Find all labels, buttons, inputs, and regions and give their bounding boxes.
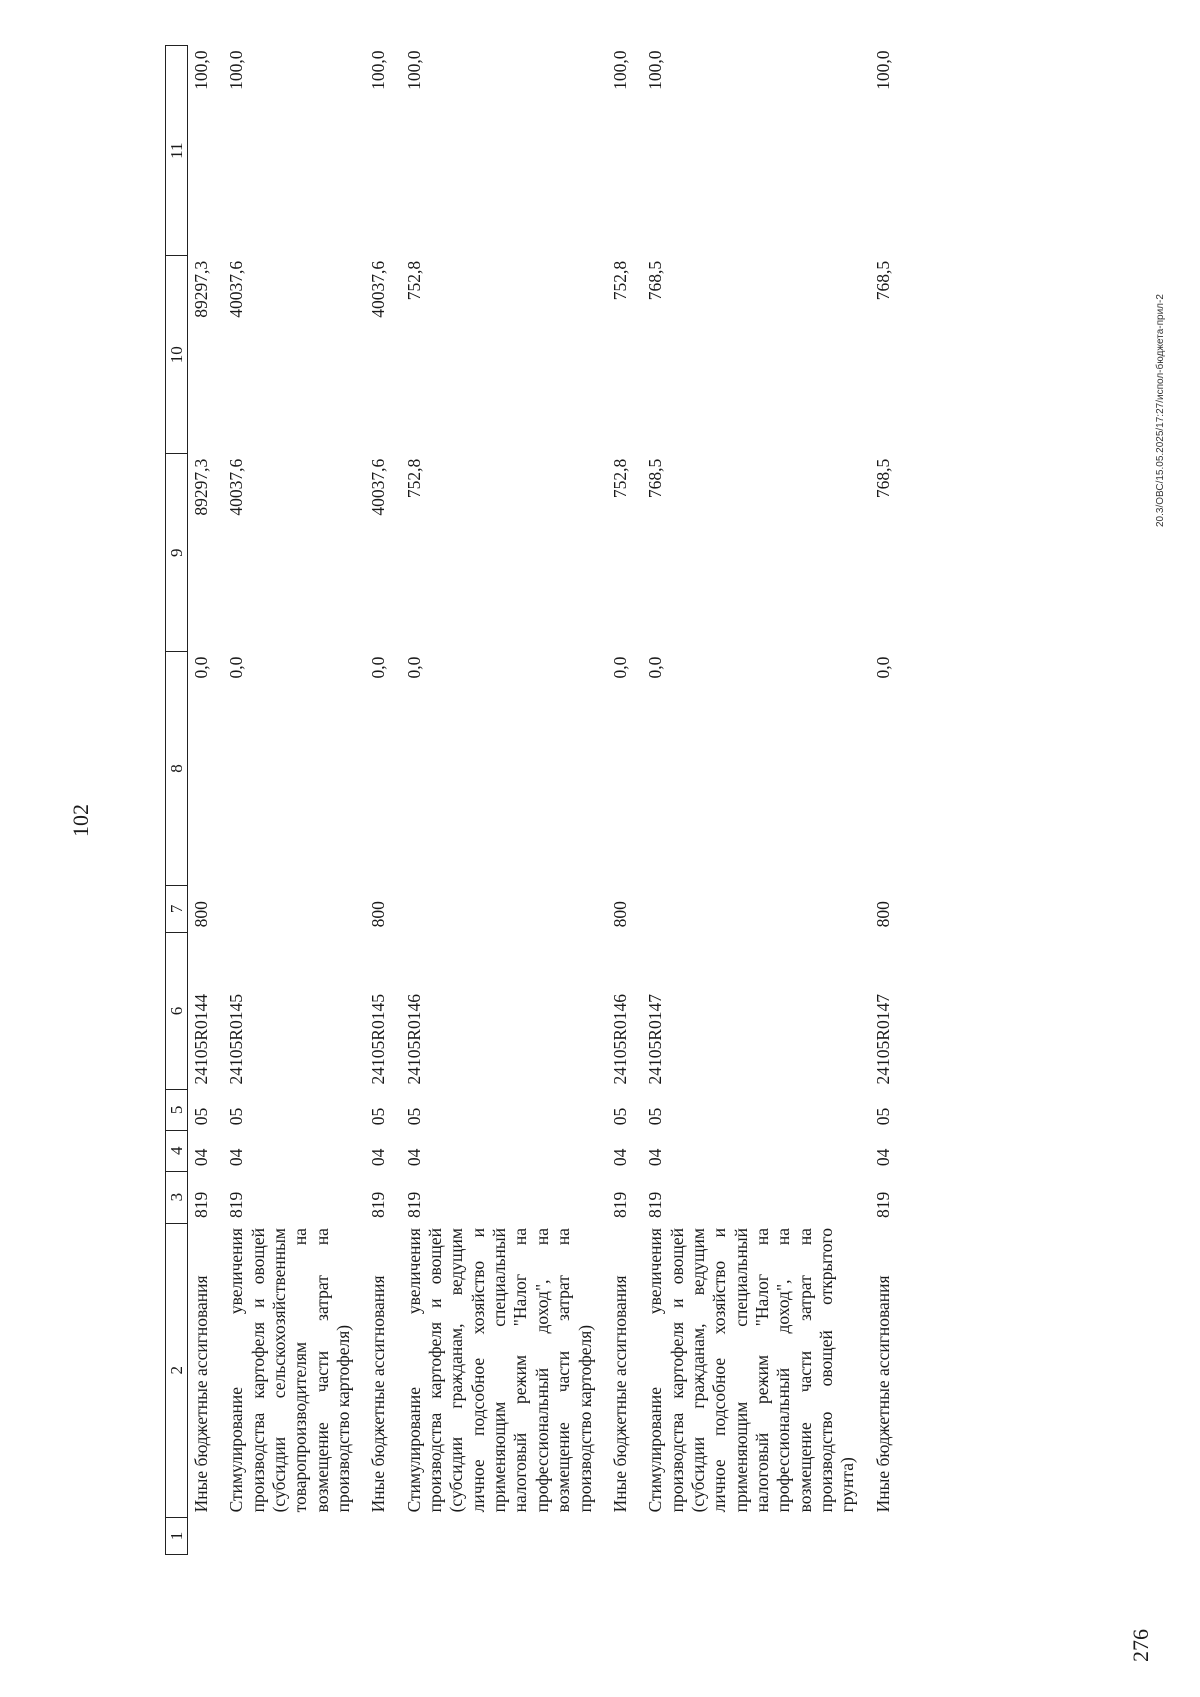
cell-col9: 768,5 [872, 458, 893, 499]
cell-col8: 0,0 [645, 656, 666, 679]
row-description: Иные бюджетные ассигнования [368, 1275, 389, 1513]
cell-col8: 0,0 [403, 656, 424, 679]
cell-gr: 819 [609, 1191, 630, 1219]
cell-csr: 24105R0147 [872, 994, 893, 1085]
header-row [166, 46, 188, 1555]
cell-csr: 24105R0145 [226, 994, 247, 1085]
cell-col8: 0,0 [368, 656, 389, 679]
cell-col10: 768,5 [872, 260, 893, 301]
cell-vr: 800 [368, 901, 389, 928]
row-description: Иные бюджетные ассигнования [872, 1275, 893, 1513]
cell-col10: 752,8 [403, 260, 424, 301]
cell-pr: 05 [226, 1107, 247, 1126]
cell-gr: 819 [226, 1191, 247, 1219]
col-header: 6 [166, 932, 188, 1089]
cell-col10: 752,8 [609, 260, 630, 301]
row-description: Стимулирование увеличения производства картофеля и овощей (субсидии гражданам, ведущим личное подсобное хозяйство и применяющим специальный налоговый режим "Налог на профессиональный доход", на возмещение части затрат на производство картофеля) [403, 1228, 595, 1513]
cell-col11: 100,0 [403, 50, 424, 90]
cell-vr: 800 [872, 901, 893, 928]
cell-col9: 752,8 [403, 458, 424, 499]
cell-gr: 819 [191, 1191, 211, 1219]
cell-csr: 24105R0146 [609, 994, 630, 1085]
cell-vr [642, 885, 861, 932]
cell-pr: 05 [403, 1107, 424, 1126]
cell-rz: 04 [872, 1148, 893, 1167]
sheet-number: 276 [1128, 1629, 1153, 1662]
cell-rz: 04 [645, 1148, 666, 1167]
cell-col10: 89297,3 [191, 260, 211, 318]
col-header: 4 [166, 1130, 188, 1171]
cell-col9: 768,5 [645, 458, 666, 499]
col-header: 10 [166, 256, 188, 454]
cell-rz: 04 [403, 1148, 424, 1167]
cell-vr [223, 885, 357, 932]
cell-col9: 752,8 [609, 458, 630, 499]
page-number: 102 [68, 804, 93, 837]
cell-pr: 05 [645, 1107, 666, 1126]
cell-col8: 0,0 [872, 656, 893, 679]
cell-rz: 04 [191, 1148, 211, 1167]
row-description: Стимулирование увеличения производства картофеля и овощей (субсидии сельскохозяйственным товаропроизводителям на возмещение части затрат на производство картофеля) [226, 1228, 354, 1513]
cell-col11: 100,0 [872, 50, 893, 90]
cell-col11: 100,0 [368, 50, 389, 90]
cell-col9: 89297,3 [191, 458, 211, 516]
cell-col10: 40037,6 [226, 260, 247, 318]
cell-col10: 40037,6 [368, 260, 389, 318]
cell-col11: 100,0 [226, 50, 247, 90]
row-description: Иные бюджетные ассигнования [609, 1275, 630, 1513]
col-header: 9 [166, 454, 188, 652]
col-header: 3 [166, 1171, 188, 1223]
table-row [642, 46, 861, 1555]
cell-vr: 800 [609, 901, 630, 928]
cell-gr: 819 [368, 1191, 389, 1219]
cell-csr: 24105R0147 [645, 994, 666, 1085]
cell-rz: 04 [368, 1148, 389, 1167]
cell-col8: 0,0 [609, 656, 630, 679]
cell-rz: 04 [226, 1148, 247, 1167]
cell-col11: 100,0 [609, 50, 630, 90]
row-description: Стимулирование увеличения производства картофеля и овощей (субсидии гражданам, ведущим личное подсобное хозяйство и применяющим специальный налоговый режим "Налог на профессиональный доход", на возмещение части затрат на производство овощей открытого грунта) [645, 1228, 858, 1513]
table-row [607, 46, 634, 1555]
row-description: Иные бюджетные ассигнования [191, 1275, 211, 1513]
cell-col8: 0,0 [191, 656, 211, 679]
cell-col9: 40037,6 [226, 458, 247, 516]
cell-csr: 24105R0146 [403, 994, 424, 1085]
cell-pr: 05 [872, 1107, 893, 1126]
cell-vr: 800 [191, 901, 211, 928]
cell-gr: 819 [403, 1191, 424, 1219]
cell-csr: 24105R0145 [368, 994, 389, 1085]
col-header: 1 [166, 1517, 188, 1554]
footer-code: 20.3/ОВС/15.05.2025/17:27/испол-бюджета-прил-2 [1155, 294, 1166, 527]
cell-col9: 40037,6 [368, 458, 389, 516]
cell-csr: 24105R0144 [191, 994, 211, 1085]
table-row [365, 46, 392, 1555]
table-row [870, 46, 897, 1555]
cell-col11: 100,0 [191, 50, 211, 90]
cell-col10: 768,5 [645, 260, 666, 301]
col-header: 11 [166, 46, 188, 256]
col-header: 5 [166, 1089, 188, 1130]
col-header: 7 [166, 885, 188, 932]
budget-table [165, 45, 897, 1555]
cell-pr: 05 [191, 1107, 211, 1126]
table-row [188, 46, 216, 1555]
col-header: 8 [166, 652, 188, 886]
cell-vr [401, 885, 599, 932]
cell-col8: 0,0 [226, 656, 247, 679]
cell-rz: 04 [609, 1148, 630, 1167]
table-row [401, 46, 599, 1555]
col-header: 2 [166, 1223, 188, 1517]
table-row [223, 46, 357, 1555]
cell-pr: 05 [609, 1107, 630, 1126]
cell-pr: 05 [368, 1107, 389, 1126]
cell-gr: 819 [872, 1191, 893, 1219]
cell-gr: 819 [645, 1191, 666, 1219]
cell-col11: 100,0 [645, 50, 666, 90]
